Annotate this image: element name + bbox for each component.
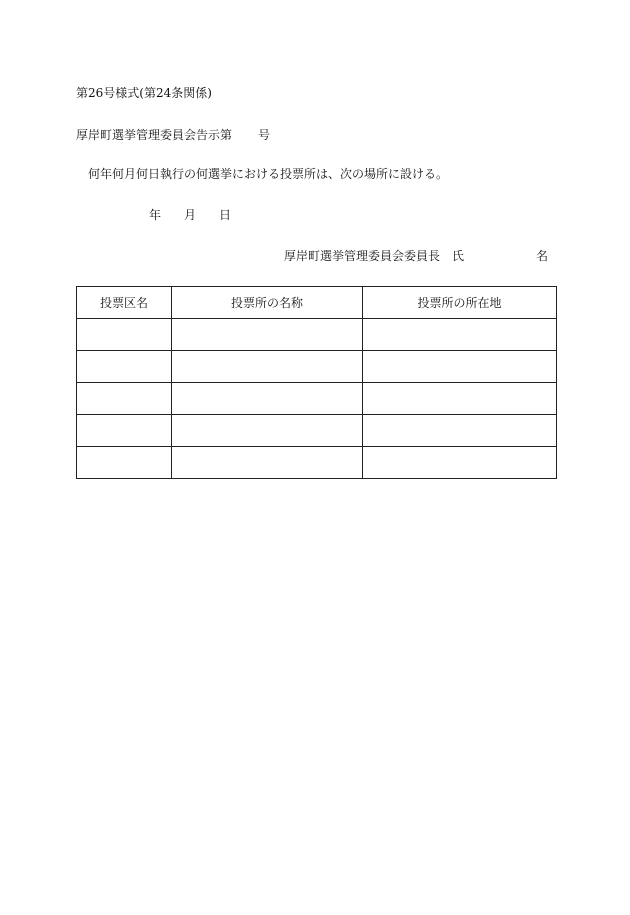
header-place-name: 投票所の名称 — [172, 287, 363, 319]
header-place-address: 投票所の所在地 — [363, 287, 557, 319]
table-row — [77, 351, 557, 383]
form-number: 第26号様式(第24条関係) — [76, 86, 212, 100]
table-cell — [77, 447, 172, 479]
date-day: 日 — [219, 208, 232, 222]
table-row — [77, 319, 557, 351]
table-cell — [363, 319, 557, 351]
table-cell — [172, 351, 363, 383]
notice-body-text: 何年何月何日執行の何選挙における投票所は、次の場所に設ける。 — [88, 167, 449, 181]
table-cell — [363, 447, 557, 479]
table-cell — [77, 319, 172, 351]
notice-prefix: 厚岸町選挙管理委員会告示第 — [76, 128, 233, 142]
table-cell — [77, 351, 172, 383]
table-cell — [363, 383, 557, 415]
table-header-row — [77, 287, 557, 319]
polling-places-table — [76, 286, 557, 479]
table-cell — [172, 447, 363, 479]
table-cell — [172, 319, 363, 351]
signer-line — [284, 249, 548, 263]
table-cell — [172, 415, 363, 447]
table-cell — [363, 415, 557, 447]
date-line — [149, 208, 231, 222]
signer-shi: 氏 — [452, 249, 465, 263]
signer-mei: 名 — [536, 249, 549, 263]
date-year: 年 — [149, 208, 162, 222]
table-row — [77, 447, 557, 479]
signer-title: 厚岸町選挙管理委員会委員長 — [284, 249, 441, 263]
table-row — [77, 383, 557, 415]
table-row — [77, 415, 557, 447]
table-cell — [77, 383, 172, 415]
table-cell — [77, 415, 172, 447]
table-cell — [172, 383, 363, 415]
notice-suffix: 号 — [258, 128, 271, 142]
header-district-name: 投票区名 — [77, 287, 172, 319]
date-month: 月 — [184, 208, 197, 222]
table-cell — [363, 351, 557, 383]
notice-number-line — [76, 128, 270, 142]
